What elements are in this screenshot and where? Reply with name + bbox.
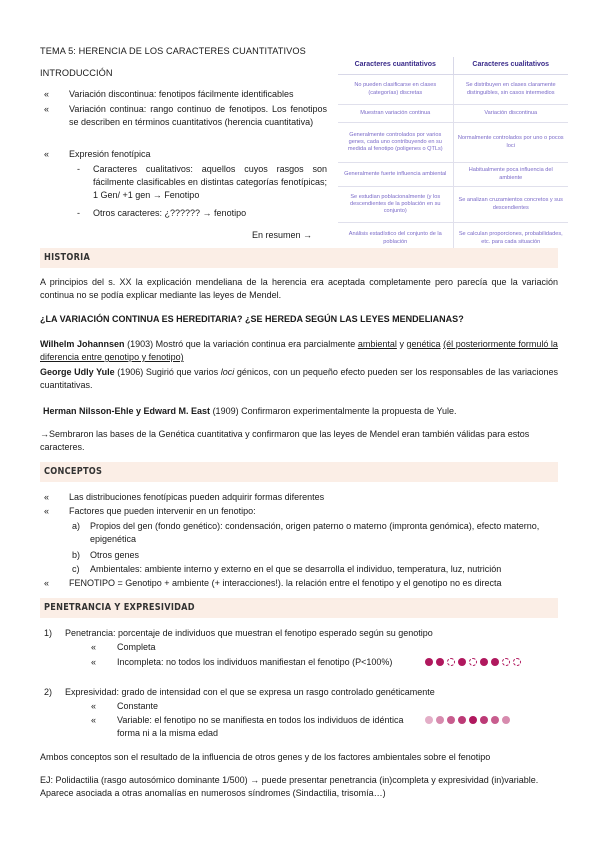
penetrancia-definition: Penetrancia: porcentaje de individuos que muestran el fenotipo esperado según su genotipo (65, 628, 433, 638)
filled-dot (480, 658, 488, 666)
table-cell: Se estudian poblacionalmente (y los descendientes de la población en su conjunto) (338, 187, 453, 223)
text-span: ambiental (357, 339, 397, 349)
bullet-marker: « (44, 149, 50, 159)
table-cell: Se analizan cruzamientos concretos y sus descendientes (453, 187, 568, 223)
filled-dot (458, 658, 466, 666)
text-span: y (399, 339, 404, 349)
bullet-marker: « (44, 506, 50, 516)
expresividad-variable: Variable: el fenotipo no se manifiesta en todos los individuos de idéntica forma ni a la misma edad (117, 715, 404, 739)
bullet-marker: « (91, 701, 97, 711)
penetrancia-completa: Completa (117, 642, 156, 652)
intro-bullet-2: Variación continua: rango continuo de fenotipos. Los fenotipos se describen en términos cuantitativos (herencia cuantitativa) (69, 104, 327, 128)
ejemplo-paragraph: EJ: Polidactilia (rasgo autosómico dominante 1/500) → puede presentar penetrancia (in)completa y expresividad (in)variable. Aparece asociada a otras anomalías en numerosos síndromes (Sindactilia, trisomía…) (40, 775, 539, 799)
table-cell: Variación discontinua (453, 105, 568, 123)
person-name: Herman Nilsson-Ehle y Edward M. East (43, 406, 211, 416)
conceptos-bullet-3: FENOTIPO = Genotipo + ambiente (+ interacciones!). la relación entre el fenotipo y el genotipo no es directa (69, 578, 502, 588)
filled-dot (491, 658, 499, 666)
filled-dot (436, 658, 444, 666)
text-span: loci (220, 367, 235, 377)
section-band-historia (40, 248, 558, 268)
list-number: 2) (44, 687, 53, 697)
dash-marker: - (77, 208, 80, 218)
expresividad-definition: Expresividad: grado de intensidad con el que se expresa un rasgo controlado genéticamente (65, 687, 435, 697)
table-header: Caracteres cualitativos (453, 57, 568, 75)
table-cell: Normalmente controlados por uno o pocos loci (453, 123, 568, 163)
intensity-dot (491, 716, 499, 724)
person-name: Wilhelm Johannsen (40, 339, 125, 349)
bullet-marker: « (91, 642, 97, 652)
intensity-dot (502, 716, 510, 724)
table-header: Caracteres cuantitativos (338, 57, 453, 75)
text-span: génicos, con un pequeño efecto pueden ser los responsables de las variaciones cuantitativas. (40, 367, 558, 391)
en-resumen-link[interactable]: En resumen → (252, 230, 313, 240)
bullet-marker: « (44, 89, 50, 99)
conceptos-bullet-2: Factores que pueden intervenir en un fenotipo: (69, 506, 256, 516)
conceptos-item-c: Ambientales: ambiente interno y externo en el que se desarrolla el individuo, temperatura, luz, nutrición (90, 564, 502, 574)
intensity-dot (447, 716, 455, 724)
filled-dot (425, 658, 433, 666)
empty-dot (469, 658, 477, 666)
text-span: (1909) Confirmaron experimentalmente la propuesta de Yule. (212, 406, 457, 416)
table-cell: Generalmente controlados por varios genes, cada uno contribuyendo en su medida al fenotipo (poligenes o QTLs) (338, 123, 453, 163)
section-band-conceptos (40, 462, 558, 482)
bullet-marker: « (91, 657, 97, 667)
page-title: TEMA 5: HERENCIA DE LOS CARACTERES CUANTITATIVOS (40, 46, 306, 56)
intensity-dot (480, 716, 488, 724)
list-number: 1) (44, 628, 53, 638)
intensity-dot (469, 716, 477, 724)
section-title: HISTORIA (44, 252, 91, 263)
bullet-marker: « (44, 492, 50, 502)
penetrancia-incompleta: Incompleta: no todos los individuos manifiestan el fenotipo (P<100%) (117, 657, 393, 667)
section-title: CONCEPTOS (44, 466, 103, 477)
historia-question: ¿LA VARIACIÓN CONTINUA ES HEREDITARIA? ¿SE HEREDA SEGÚN LAS LEYES MENDELIANAS? (40, 314, 464, 324)
conceptos-item-b: Otros genes (90, 550, 140, 560)
table-cell: Se distribuyen en clases claramente distinguibles, sin casos intermedios (453, 75, 568, 105)
intro-bullet-1: Variación discontinua: fenotipos fácilmente identificables (69, 89, 294, 99)
nilsson-east-paragraph (43, 405, 561, 418)
text-span: (él posteriormente formuló la diferencia entre genotipo y fenotipo) (40, 339, 558, 363)
table-cell: Muestran variación continua (338, 105, 453, 123)
bullet-marker: « (91, 715, 97, 725)
historia-conclusion: →Sembraron las bases de la Genética cuantitativa y confirmaron que las leyes de Mendel eran también válidas para estos caracteres. (40, 429, 530, 453)
conceptos-item-a: Propios del gen (fondo genético): condensación, origen paterno o materno (impronta genómica), efecto materno, epigenética (90, 521, 540, 545)
empty-dot (513, 658, 521, 666)
list-letter: a) (72, 521, 81, 531)
penetrance-dot-row (425, 658, 521, 666)
person-name: George Udly Yule (40, 367, 115, 377)
text-span: genética (406, 339, 441, 349)
expresividad-constante: Constante (117, 701, 159, 711)
intro-sub-1: Caracteres cualitativos: aquellos cuyos rasgos son fácilmente clasificables en distintas categorías fenotípicas; 1 Gen/ +1 gen → Fenotipo (93, 164, 327, 201)
yule-paragraph (40, 366, 558, 392)
intensity-dot (436, 716, 444, 724)
list-letter: b) (72, 550, 81, 560)
text-span: (1903) Mostró que la variación continua era parcialmente (127, 339, 356, 349)
section-band-penetrancia (40, 598, 558, 618)
bullet-marker: « (44, 104, 50, 114)
table-cell: Análisis estadístico del conjunto de la población (338, 223, 453, 255)
intro-heading: INTRODUCCIÓN (40, 68, 113, 78)
table-cell: Habitualmente poca influencia del ambiente (453, 163, 568, 187)
section-title: PENETRANCIA Y EXPRESIVIDAD (44, 602, 195, 613)
intensity-dot (458, 716, 466, 724)
comparison-table (338, 57, 568, 255)
bullet-marker: « (44, 578, 50, 588)
intro-sub-2: Otros caracteres: ¿?????? → fenotipo (93, 208, 247, 218)
table-cell: Generalmente fuerte influencia ambiental (338, 163, 453, 187)
intro-bullet-3: Expresión fenotípica (69, 149, 151, 159)
dash-marker: - (77, 164, 80, 174)
historia-paragraph: A principios del s. XX la explicación mendeliana de la herencia era aceptada completamente pero parecía que la variación continua no se podía explicar mediante las leyes de Mendel. (40, 277, 558, 301)
conceptos-bullet-1: Las distribuciones fenotípicas pueden adquirir formas diferentes (69, 492, 325, 502)
empty-dot (502, 658, 510, 666)
empty-dot (447, 658, 455, 666)
table-cell: No pueden clasificarse en clases (categorías) discretas (338, 75, 453, 105)
table-cell: Se calculan proporciones, probabilidades, etc. para cada situación (453, 223, 568, 255)
text-span: (1906) Sugirió que varios (117, 367, 219, 377)
ambos-paragraph: Ambos conceptos son el resultado de la influencia de otros genes y de los factores ambientales sobre el fenotipo (40, 752, 491, 762)
expressivity-dot-row (425, 716, 510, 724)
list-letter: c) (72, 564, 80, 574)
johannsen-paragraph (40, 338, 558, 364)
intensity-dot (425, 716, 433, 724)
